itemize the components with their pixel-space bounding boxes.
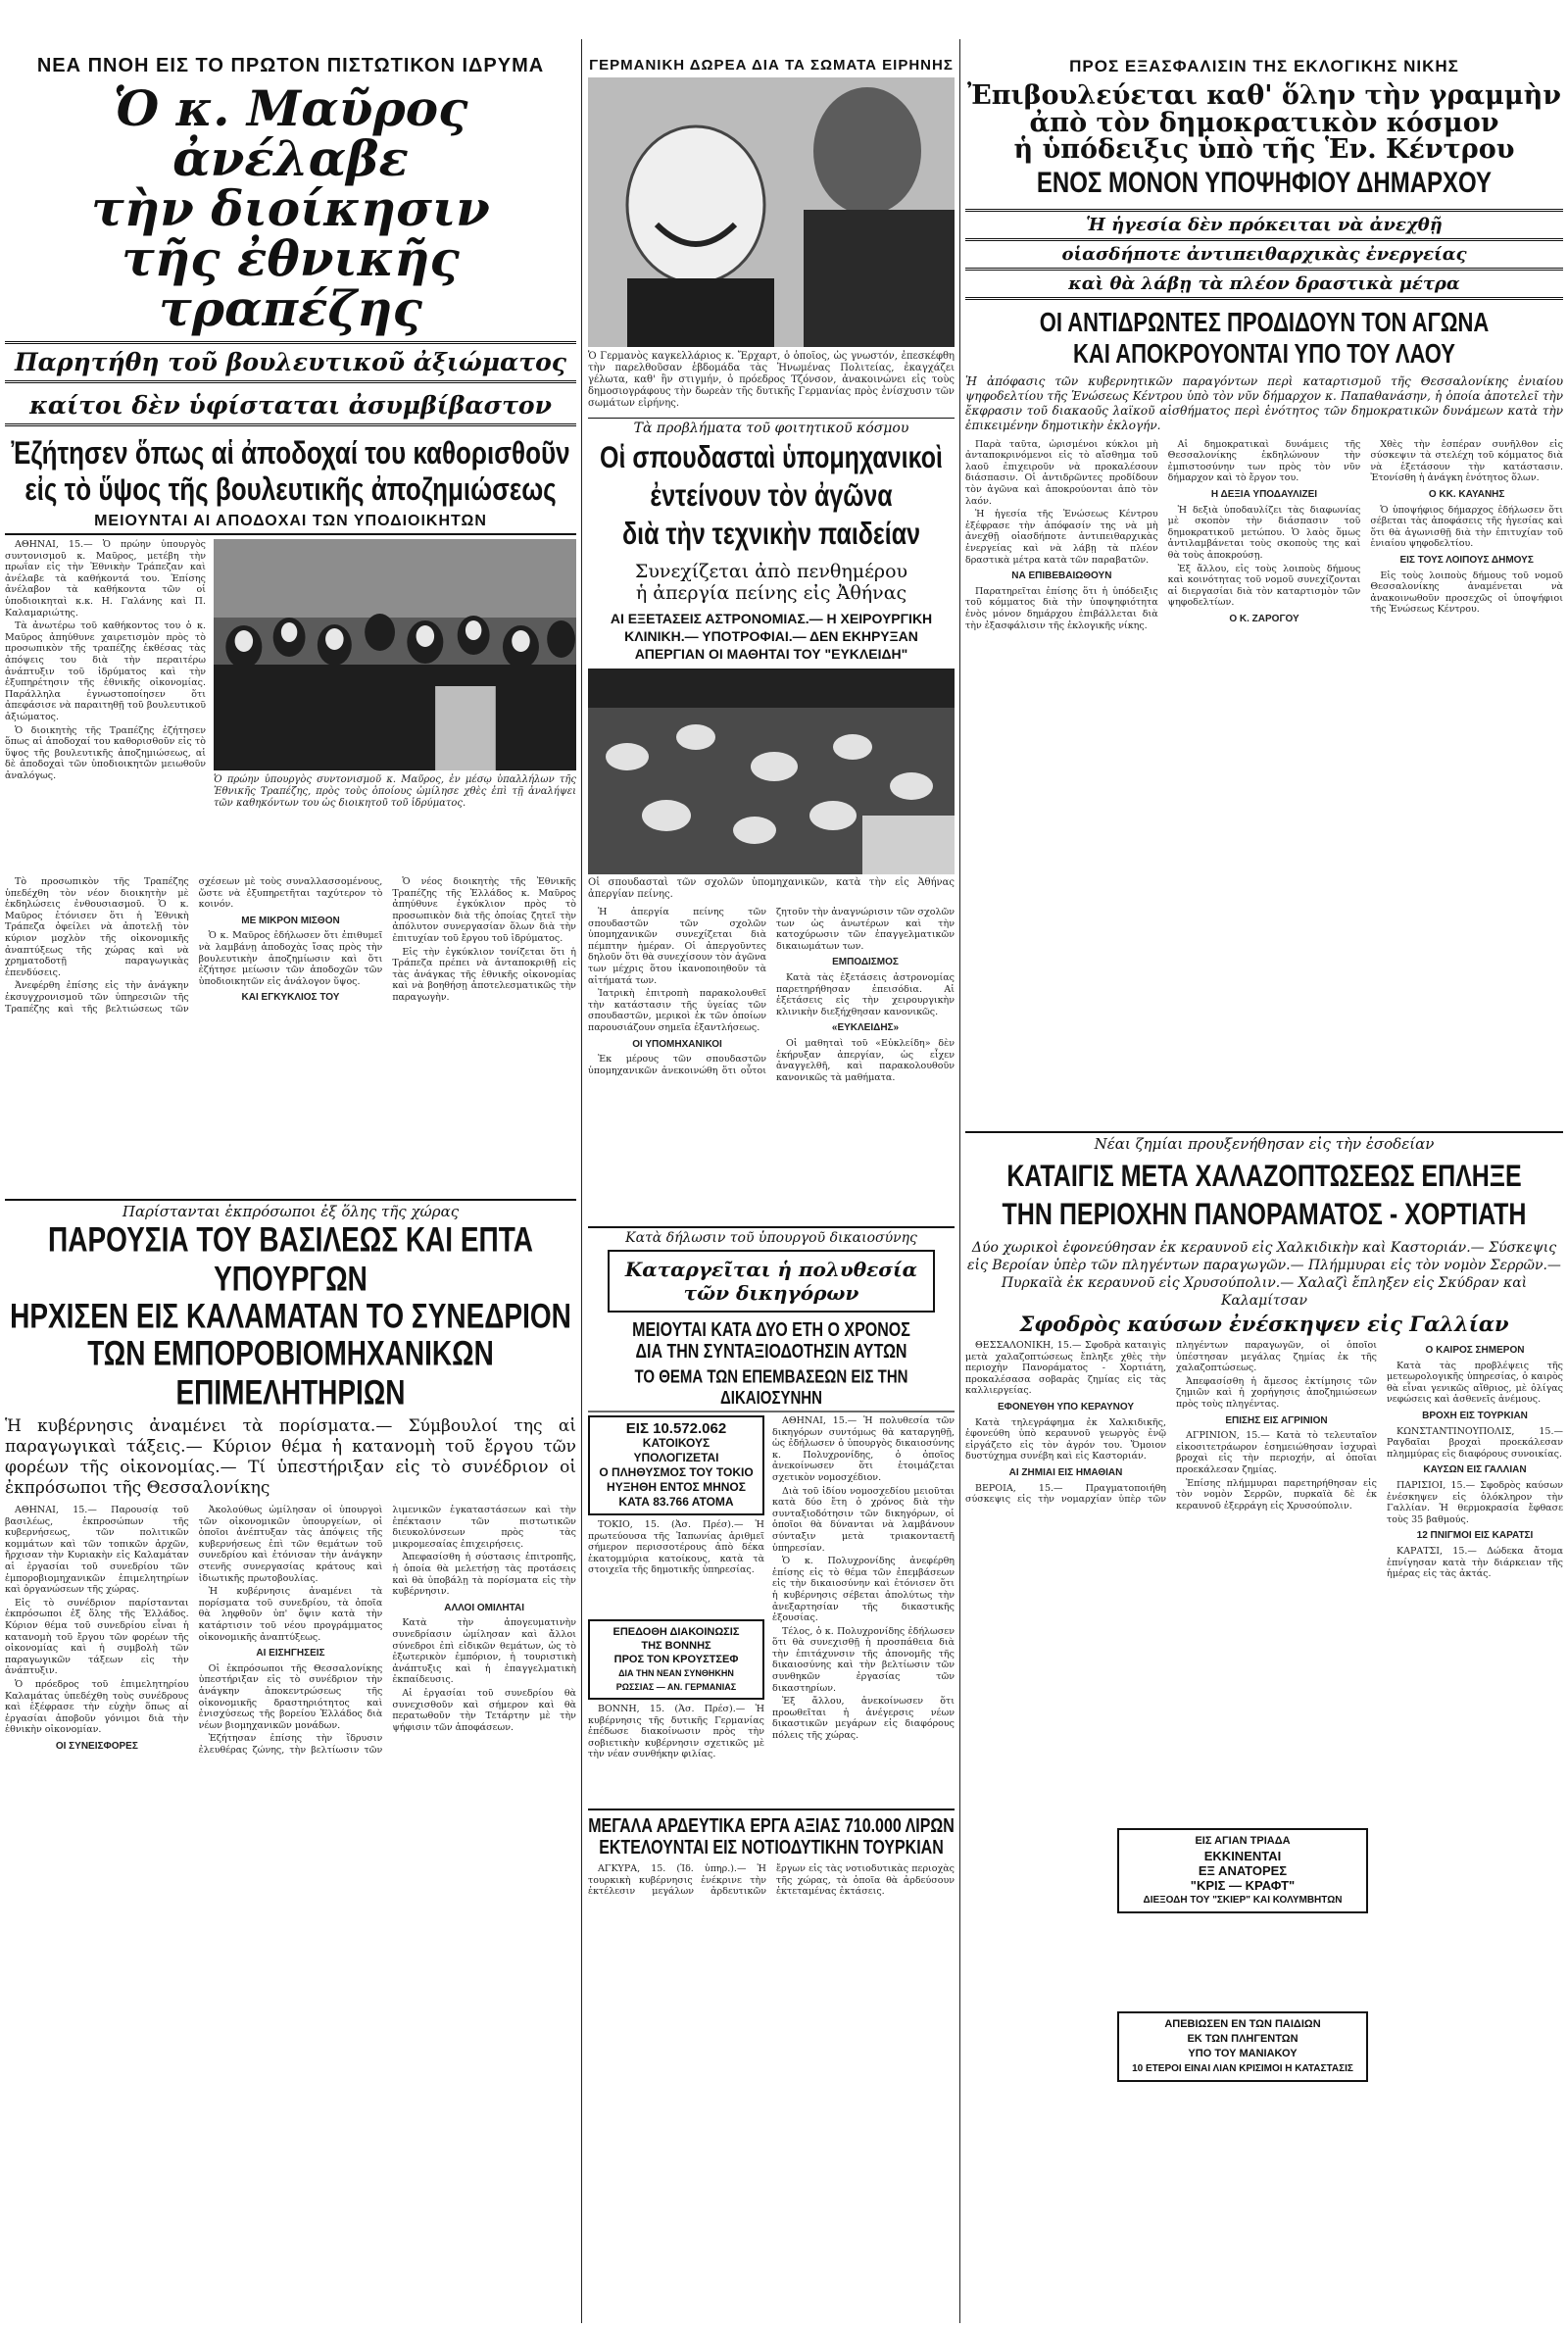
boxes-area [1117,1828,1368,2082]
box-children-line: ΥΠΟ ΤΟΥ ΜΑΝΙΑΚΟΥ [1188,2048,1298,2059]
subhead-right-wing: Η ΔΕΞΙΑ ΥΠΟΔΑΥΛΙΖΕΙ [1210,488,1318,500]
students-caps: ΑΙ ΕΞΕΤΑΣΕΙΣ ΑΣΤΡΟΝΟΜΙΑΣ.— Η ΧΕΙΡΟΥΡΓΙΚΗ ΚΛΙΝΙΚΗ.— ΥΠΟΤΡΟΦΙΑΙ.— ΔΕΝ ΕΚΗΡΥΞΑΝ ΑΠΕΡΓΙΑΝ ΟΙ ΜΑΘΗΤΑΙ ΤΟΥ "ΕΥΚΛΕΙΔΗ" [610,611,933,662]
box-tokyo-line: ΚΑΤΑ 83.766 ΑΤΟΜΑ [618,1495,734,1509]
turkey-headline-2: ΕΚΤΕΛΟΥΝΤΑΙ ΕΙΣ ΝΟΤΙΟΔΥΤΙΚΗΝ ΤΟΥΡΚΙΑΝ [599,1837,944,1858]
election-deck-2: ΚΑΙ ΑΠΟΚΡΟΥΟΝΤΑΙ ΥΠΟ ΤΟΥ ΛΑΟΥ [1073,337,1455,369]
election-lead: Ἡ ἀπόφασις τῶν κυβερνητικῶν παραγόντων περὶ καταρτισμοῦ τῆς Θεσσαλονίκης ἐνιαίου ψηφοδελτίου τῆς Ἑνώσεως Κέντρου ὑπὸ τὸν νῦν δήμαρχον κ. Παπαθανάσην, ἡ ὁποία ἀποτελεῖ τὴν ἔκφρασιν τοῦ διακαοῦς λαϊκοῦ αἰσθήματος περὶ ἑνότητος τῶν δημοκρατικῶν δυνάμεων κατὰ τὴν ἐπικειμένην δημοτικὴν ἐκλογήν. [965,373,1563,432]
kicker-election: ΠΡΟΣ ΕΞΑΣΦΑΛΙΣΙΝ ΤΗΣ ΕΚΛΟΓΙΚΗΣ ΝΙΚΗΣ [1069,57,1459,75]
column-rule [959,39,960,2323]
photo-portrait-graphic [588,77,955,347]
subhead-imathia: ΑΙ ΖΗΜΙΑΙ ΕΙΣ ΗΜΑΘΙΑΝ [1008,1466,1123,1478]
election-deck-1: ΟΙ ΑΝΤΙΔΡΩΝΤΕΣ ΠΡΟΔΙΔΟΥΝ ΤΟΝ ΑΓΩΝΑ [1039,306,1490,337]
subhead-kavvanis: Ο ΚΚ. ΚΑΥΑΝΗΣ [1428,488,1505,500]
subhead-obstruction: ΕΜΠΟΔΙΣΜΟΣ [832,957,899,968]
article-kalamata-body [5,1505,576,2250]
box-children [1117,2011,1368,2082]
filler-text: Ἐξ ἄλλου, εἰς τοὺς λοιποὺς δήμους καὶ κοινότητας τοῦ νομοῦ συνεχίζονται αἱ διεργασίαι διὰ τὸν καταρτισμὸν τῶν ψηφοδελτίων. [1167,563,1361,609]
photo-mavros-staff [214,539,576,770]
subhead-proposals: ΑΙ ΕΙΣΗΓΗΣΕΙΣ [256,1648,325,1660]
box-tokyo-line: ΕΙΣ 10.572.062 [625,1420,727,1437]
headline-line-3: τῆς ἐθνικῆς τραπέζης [122,229,460,337]
photo-caption-mavros: Ὁ πρώην ὑπουργὸς συντονισμοῦ κ. Μαῦρος, ἐν μέσῳ ὑπαλλήλων τῆς Ἐθνικῆς Τραπέζης, πρὸς τοὺς ὁποίους ὡμίλησε χθὲς ἐπὶ τῇ ἀναλήψει τῶν καθηκόντων του ὡς διοικητοῦ τοῦ ἱδρύματος. [214,774,576,809]
subhead-other-speakers: ΑΛΛΟΙ ΟΜΙΛΗΤΑΙ [444,1602,525,1613]
headline-lawyers: Καταργεῖται ἡ πολυθεσία τῶν δικηγόρων [608,1250,935,1313]
column-rule [581,39,582,2323]
filler-text: ΤΟΚΙΟ, 15. (Ἀσ. Πρέσ).— Ἡ πρωτεύουσα τῆς Ἰαπωνίας ἀριθμεῖ σήμερον περισσοτέρους ἀπὸ δέκα ἑκατομμύρια κατοίκους, κατὰ τὰ στοιχεῖα τῆς δημοτικῆς ὑπηρεσίας. [588,1519,764,1576]
box-bonn-line: ΠΡΟΣ ΤΟΝ ΚΡΟΥΣΤΣΕΦ [613,1654,739,1665]
box-triada-line: "ΚΡΙΣ — ΚΡΑΦΤ" [1190,1878,1296,1893]
subhead-eukleidis: «ΕΥΚΛΕΙΔΗΣ» [831,1022,900,1034]
filler-text: Διὰ τοῦ ἰδίου νομοσχεδίου μειοῦται κατὰ δύο ἔτη ὁ χρόνος διὰ τὴν συνταξιοδότησιν τῶν δικηγόρων, οἱ ὁποῖοι θὰ δύνανται νὰ λαμβάνουν σύνταξιν μετὰ τριακονταετῆ ὑπηρεσίαν. [772,1485,955,1554]
article-bonn [588,1704,764,1772]
box-triada-line: ΔΙΕΞΟΔΗ ΤΟΥ "ΣΚΙΕΡ" ΚΑΙ ΚΟΛΥΜΒΗΤΩΝ [1143,1895,1343,1906]
students-headline-3: διὰ τὴν τεχνικὴν παιδείαν [621,517,921,552]
box-bonn-line: ΤΗΣ ΒΟΝΝΗΣ [641,1640,711,1652]
box-children-line: ΕΚ ΤΩΝ ΠΛΗΓΕΝΤΩΝ [1187,2033,1298,2045]
filler-text: Τὰ ἀνωτέρω τοῦ καθήκοντος του ὁ κ. Μαῦρος ἀπηύθυνε χαιρετισμὸν πρὸς τὸ προσωπικὸν τῆς τραπέζης ἐκθέσας τὰς ἀπόψεις του διὰ τὴν περαιτέρω ἀνάπτυξιν τοῦ ἱδρύματος καὶ τὴν ἐξυπηρέτησιν τῆς ἐθνικῆς οἰκονομίας. Παράλληλα ἐγνωστοποίησεν ὅτι ἀπεφάσισε νὰ παραιτηθῇ τοῦ βουλευτικοῦ ἀξιώματος. [5,620,206,722]
election-sub-1: Ἡ ἡγεσία δὲν πρόκειται νὰ ἀνεχθῇ [965,209,1563,241]
box-children-line: 10 ΕΤΕΡΟΙ ΕΙΝΑΙ ΛΙΑΝ ΚΡΙΣΙΜΟΙ Η ΚΑΤΑΣΤΑΣΙΣ [1132,2063,1353,2074]
subhead-contributions: ΟΙ ΣΥΝΕΙΣΦΟΡΕΣ [55,1740,138,1752]
photo-crowd-graphic [214,539,576,770]
filler-text: Αἱ ἐργασίαι τοῦ συνεδρίου θὰ συνεχισθοῦν καὶ σήμερον καὶ θὰ περατωθοῦν τὴν Τετάρτην μὲ τὴν ψήφισιν τῶν ἀποφάσεων. [392,1687,576,1733]
subhead-france-heat: ΚΑΥΣΩΝ ΕΙΣ ΓΑΛΛΙΑΝ [1423,1464,1527,1476]
filler-text: Οἱ ἐκπρόσωποι τῆς Θεσσαλονίκης ὑπεστήριξαν εἰς τὸ συνέδριον τὴν ἀνάγκην ἀποκεντρώσεως τῆς οἰκονομικῆς δραστηριότητος καὶ ἐνισχύσεως τῆς βορείου Ἑλλάδος διὰ νέων βιομηχανικῶν μονάδων. [198,1662,383,1731]
filler-text: ΒΟΝΝΗ, 15. (Ἀσ. Πρέσ).— Ἡ κυβέρνησις τῆς δυτικῆς Γερμανίας ἐπέδωσε διακοίνωσιν πρὸς τὴν σοβιετικὴν κυβέρνησιν σχετικῶς μὲ τὴν νέαν συνθήκην φιλίας. [588,1704,764,1760]
filler-text: Εἰς τὴν ἐγκύκλιον τονίζεται ὅτι ἡ Τράπεζα πρέπει νὰ ἀνταποκριθῇ εἰς τὰς ἀνάγκας τῆς ἐθνικῆς οἰκονομίας καὶ νὰ βοηθήσῃ ἀποτελεσματικῶς τὴν παραγωγὴν. [392,946,576,1003]
storm-headline-1: ΚΑΤΑΙΓΙΣ ΜΕΤΑ ΧΑΛΑΖΟΠΤΩΣΕΩΣ ΕΠΛΗΞΕ [1006,1158,1522,1193]
box-tokyo-line: ΗΥΞΗΘΗ ΕΝΤΟΣ ΜΗΝΟΣ [607,1480,746,1494]
filler-text: Ἡ ἀπεργία πείνης τῶν σπουδαστῶν τῶν σχολῶν ὑπομηχανικῶν συνεχίζεται διὰ πέμπτην ἡμέραν. Οἱ ἀπεργοῦντες δηλοῦν ὅτι θὰ συνεχίσουν τὸν ἀγῶνα των μέχρις ὅτου ἱκανοποιηθοῦν τὰ αἰτήματά των. [588,907,766,986]
students-deck-2: ἡ ἀπεργία πείνης εἰς Ἀθήνας [635,582,907,604]
filler-text: ΚΩΝΣΤΑΝΤΙΝΟΥΠΟΛΙΣ, 15.— Ραγδαῖαι βροχαὶ προεκάλεσαν πλημμύρας εἰς διαφόρους συνοικίας. [1387,1425,1563,1460]
kicker-mavros: ΝΕΑ ΠΝΟΗ ΕΙΣ ΤΟ ΠΡΩΤΟΝ ΠΙΣΤΩΤΙΚΟΝ ΙΔΡΥΜΑ [36,55,545,76]
filler-text: Κατὰ τηλεγράφημα ἐκ Χαλκιδικῆς, ἐφονεύθη ὑπὸ κεραυνοῦ γεωργὸς ἐνῷ εἰργάζετο εἰς τὸν ἀγρόν του. Ὅμοιον δυστύχημα συνέβη καὶ εἰς Καστοριάν. [965,1416,1166,1462]
section-deputies: ΜΕΙΟΥΝΤΑΙ ΑΙ ΑΠΟΔΟΧΑΙ ΤΩΝ ΥΠΟΔΙΟΙΚΗΤΩΝ [5,513,576,535]
column-left [5,39,576,2323]
filler-text: Ἀπεφασίσθη ἡ σύστασις ἐπιτροπῆς, ἡ ὁποία θὰ μελετήσῃ τὰς προτάσεις καὶ θὰ ὑποβάλῃ τὰ πορίσματα εἰς τὴν κυβέρνησιν. [392,1552,576,1598]
kicker-german-gift: ΓΕΡΜΑΝΙΚΗ ΔΩΡΕΑ ΔΙΑ ΤΑ ΣΩΜΑΤΑ ΕΙΡΗΝΗΣ [589,57,954,74]
subhead-karachi: 12 ΠΝΙΓΜΟΙ ΕΙΣ ΚΑΡΑΤΣΙ [1416,1530,1534,1542]
photo-caption-erhard: Ὁ Γερμανὸς καγκελλάριος κ. Ἔρχαρτ, ὁ ὁποῖος, ὡς γνωστόν, ἐπεσκέφθη τὴν παρελθοῦσαν ἑβδομάδα τὰς Ἡνωμένας Πολιτείας, ἐκαγχάζει γέλωτα, καθ' ἣν στιγμήν, ὁ πρόεδρος Τζόνσον, ἀνακοινώνει εἰς τοὺς δημοσιογράφους τὴν δωρεὰν τῆς δυτικῆς Γερμανίας πρὸς ἐνίσχυσιν τῶν σωμάτων εἰρήνης. [588,351,955,409]
note-storm-damage: Νέαι ζημίαι προυξενήθησαν εἰς τὴν ἐσοδείαν [1094,1134,1435,1153]
article-weather [1387,1340,1563,2095]
filler-text: Ὁ ὑποψήφιος δήμαρχος ἐδήλωσεν ὅτι σέβεται τὰς ἀποφάσεις τῆς ἡγεσίας καὶ ὅτι θὰ ἀγωνισθῇ διὰ τὴν ἐπιτυχίαν τοῦ ἑνιαίου ψηφοδελτίου. [1370,504,1563,550]
subhead-resignation: Παρητήθη τοῦ βουλευτικοῦ ἀξιώματος [5,341,576,383]
subhead-confirm: ΝΑ ΕΠΙΒΕΒΑΙΩΘΟΥΝ [1011,570,1112,582]
filler-text: Κατὰ τὰς προβλέψεις τῆς μετεωρολογικῆς ὑπηρεσίας, ὁ καιρὸς θὰ εἶναι γενικῶς αἴθριος, μὲ ὀλίγας νεφώσεις καὶ ἀσθενεῖς ἀνέμους. [1387,1360,1563,1406]
box-tokyo-line: Ο ΠΛΗΘΥΣΜΟΣ ΤΟΥ ΤΟΚΙΟ [599,1465,754,1479]
filler-text: Ἀνεφέρθη ἐπίσης εἰς τὴν ἀνάγκην ἐκσυγχρονισμοῦ τῶν ὑπηρεσιῶν τῆς Τραπέζης καὶ τῆς βελτιώσεως τῶν σχέσεων μὲ τοὺς συναλλασσομένους, ὥστε νὰ ἐξυπηρετῆται ταχύτερον τὸ κοινόν. [5,876,383,1015]
filler-text: Ἡ ἡγεσία τῆς Ἑνώσεως Κέντρου ἐξέφρασε τὴν ἀπόφασίν της νὰ μὴ ἀνεχθῇ οἱασδήποτε ἀντιπειθαρχικὰς ἐνεργείας καὶ νὰ λάβῃ τὰ πλέον δραστικὰ μέτρα κατὰ τῶν παραβατῶν. [965,509,1158,566]
column-right [965,39,1563,2323]
subhead-agrinio: ΕΠΙΣΗΣ ΕΙΣ ΑΓΡΙΝΙΟΝ [1225,1414,1328,1426]
filler-text: ΑΘΗΝΑΙ, 15.— Παρουσίᾳ τοῦ βασιλέως, ἐκπροσώπων τῆς κυβερνήσεως, τῶν πολιτικῶν κομμάτων καὶ τῶν τοπικῶν ἀρχῶν, ἤρχισαν τὴν Κυριακὴν εἰς Καλαμάταν αἱ ἐργασίαι τοῦ συνεδρίου τῶν ἐμποροβιομηχανικῶν ἐπιμελητηρίων καὶ ὀργανώσεων τῆς χώρας. [5,1505,189,1596]
lawyers-sub-2: ΔΙΑ ΤΗΝ ΣΥΝΤΑΞΙΟΔΟΤΗΣΙΝ ΑΥΤΩΝ [635,1341,907,1363]
filler-text: Ὁ πρόεδρος τοῦ ἐπιμελητηρίου Καλαμάτας ὑπεδέχθη τοὺς συνέδρους καὶ ἐξέφρασε τὴν εὐχὴν ὅπως αἱ ἐργασίαι ἀποβοῦν γόνιμοι διὰ τὴν ἐθνικὴν οἰκονομίαν. [5,1678,189,1736]
filler-text: Ἐζήτησαν ἐπίσης τὴν ἵδρυσιν ἐλευθέρας ζώνης, τὴν βελτίωσιν τῶν λιμενικῶν ἐγκαταστάσεων καὶ τὴν ἐπέκτασιν τῶν πιστωτικῶν διευκολύνσεων πρὸς τὰς μικρομεσαίας ἐπιχειρήσεις. [198,1505,576,1756]
filler-text: Ὁ νέος διοικητὴς τῆς Ἐθνικῆς Τραπέζης τῆς Ἑλλάδος κ. Μαῦρος ἀπηύθυνε ἐγκύκλιον πρὸς τὸ προσωπικὸν διὰ τῆς ὁποίας ζητεῖ τὴν ἀπόλυτον συνεργασίαν ὅλων διὰ τὴν ἐπιτυχίαν τοῦ ἔργου τοῦ ἱδρύματος. [392,876,576,944]
filler-text: Εἰς τοὺς λοιποὺς δήμους τοῦ νομοῦ Θεσσαλονίκης ἀναμένεται νὰ ἀνακοινωθοῦν προσεχῶς οἱ ὑποψήφιοι τῆς Ἑνώσεως Κέντρου. [1370,570,1563,616]
box-tokyo [588,1415,764,1515]
deck-line-2: εἰς τὸ ὕψος τῆς βουλευτικῆς ἀποζημιώσεως [24,471,557,508]
article-election-body [965,439,1563,1125]
storm-headline-2: ΤΗΝ ΠΕΡΙΟΧΗΝ ΠΑΝΟΡΑΜΑΤΟΣ - ΧΟΡΤΙΑΤΗ [1002,1196,1527,1231]
filler-text: ΑΓΚΥΡΑ, 15. (Ἰδ. ὑπηρ.).— Ἡ τουρκικὴ κυβέρνησις ἐνέκρινε τὴν ἐκτέλεσιν μεγάλων ἀρδευτικῶν ἔργων εἰς τὰς νοτιοδυτικὰς περιοχὰς τῆς χώρας, τὰ ὁποῖα θὰ ἀρδεύσουν ἐκτεταμένας ἐκτάσεις. [588,1863,955,1898]
dateline-paragraph: ΑΘΗΝΑΙ, 15.— Ὁ πρώην ὑπουργὸς συντονισμοῦ κ. Μαῦρος, μετέβη τὴν πρωΐαν εἰς τὴν Ἐθνικὴν Τράπεζαν καὶ ἀνέλαβε τὰ καθήκοντά του. Ἐπίσης ἀνέλαβον τὰ καθήκοντα τῶν οἱ ὑποδιοικηταὶ κ.κ. Η. Γαλάνης καὶ Π. Καλαμαριώτης. [5,539,206,619]
subhead-other-municipalities: ΕΙΣ ΤΟΥΣ ΛΟΙΠΟΥΣ ΔΗΜΟΥΣ [1399,554,1534,566]
turkey-headline-1: ΜΕΓΑΛΑ ΑΡΔΕΥΤΙΚΑ ΕΡΓΑ ΑΞΙΑΣ 710.000 ΛΙΡΩΝ [588,1815,955,1837]
filler-text: Παρατηρεῖται ἐπίσης ὅτι ἡ ὑπόδειξις τοῦ κόμματος διὰ τὴν ὑποψηφιότητα ἑνὸς μόνον δημάρχου ἐπιβάλλεται διὰ τὴν ἐξασφάλισιν τῆς ἐκλογικῆς νίκης. [965,585,1158,631]
subhead-circular: ΚΑΙ ΕΓΚΥΚΛΙΟΣ ΤΟΥ [241,992,340,1004]
box-tokyo-line: ΥΠΟΛΟΓΙΖΕΤΑΙ [633,1451,719,1464]
heatwave-headline: Σφοδρὸς καύσων ἐνέσκηψεν εἰς Γαλλίαν [1019,1311,1509,1336]
students-headline-1: Οἱ σπουδασταὶ ὑπομηχανικοὶ [600,440,943,475]
subhead-incompatible: καίτοι δὲν ὑφίσταται ἀσυμβίβαστον [5,387,576,426]
photo-caption-strike: Οἱ σπουδασταὶ τῶν σχολῶν ὑπομηχανικῶν, κατὰ τὴν εἰς Ἀθήνας ἀπεργίαν πείνης. [588,877,955,900]
article-mavros-body [5,876,576,1195]
election-sub-2: οἱασδήποτε ἀντιπειθαρχικὰς ἐνεργείας [965,241,1563,271]
big-headline-line-3: ΤΩΝ ΕΜΠΟΡΟΒΙΟΜΗΧΑΝΙΚΩΝ ΕΠΙΜΕΛΗΤΗΡΙΩΝ [87,1334,494,1412]
filler-text: Τὸ προσωπικὸν τῆς Τραπέζης ὑπεδέχθη τὸν νέον διοικητὴν μὲ ἐκδηλώσεις ἐνθουσιασμοῦ. Ὁ κ. Μαῦρος ἐτόνισεν ὅτι ἡ Ἐθνικὴ Τράπεζα ὀφείλει νὰ ἀποτελῇ τὸν κύριον μοχλὸν τῆς οἰκονομικῆς ἀναπτύξεως τῆς χώρας καὶ νὰ χρηματοδοτῇ παραγωγικὰς ἐπενδύσεις. [5,876,189,978]
deck-line-1: Ἐζήτησεν ὅπως αἱ ἀποδοχαί του καθορισθοῦν [11,434,570,471]
filler-text: Ἐξ ἄλλου, ἀνεκοίνωσεν ὅτι προωθεῖται ἡ ἀνέγερσις νέων δικαστικῶν μεγάρων εἰς διαφόρους πόλεις τῆς χώρας. [772,1696,955,1742]
filler-text: Ὁ κ. Μαῦρος ἐδήλωσεν ὅτι ἐπιθυμεῖ νὰ λαμβάνῃ ἀποδοχὰς ἴσας πρὸς τὴν βουλευτικὴν ἀποζημίωσιν καὶ ὅτι ἐζήτησε μείωσιν τῶν ἀποδοχῶν τῶν ὑποδιοικητῶν εἰς ἀνάλογον ὕψος. [198,930,383,987]
election-headline-2: ἀπὸ τὸν δημοκρατικὸν κόσμον [1029,107,1499,138]
headline-line-2: τὴν διοίκησιν [91,179,490,237]
filler-text: Εἰς τὸ συνέδριον παρίστανται ἐκπρόσωποι ἐξ ὅλης τῆς Ἑλλάδος. Κύριον θέμα τοῦ συνεδρίου εἶναι ἡ κατανομὴ τοῦ ἔργου τῶν φορέων τῆς οἰκονομίας καὶ ἡ συμβολὴ τῶν παραγωγικῶν τάξεων εἰς τὴν ἀνάπτυξιν. [5,1597,189,1677]
filler-text: Ὁ κ. Πολυχρονίδης ἀνεφέρθη ἐπίσης εἰς τὸ θέμα τῶν ἐπεμβάσεων εἰς τὴν δικαιοσύνην καὶ ἐτόνισεν ὅτι ἡ κυβέρνησις σέβεται ἀπολύτως τὴν ἀνεξαρτησίαν τῆς δικαστικῆς ἐξουσίας. [772,1556,955,1624]
box-bonn-line: ΕΠΕΔΟΘΗ ΔΙΑΚΟΙΝΩΣΙΣ [612,1626,740,1638]
subhead-small-salary: ΜΕ ΜΙΚΡΟΝ ΜΙΣΘΟΝ [241,915,340,926]
box-bonn [588,1619,764,1700]
box-bonn-line: ΔΙΑ ΤΗΝ ΝΕΑΝ ΣΥΝΘΗΚΗΝ [618,1668,734,1678]
section-students: Τὰ προβλήματα τοῦ φοιτητικοῦ κόσμου [633,421,909,436]
filler-text: Οἱ μαθηταὶ τοῦ «Εὐκλείδη» δὲν ἐκήρυξαν ἀπεργίαν, ὡς εἶχεν ἀναγγελθῆ, καὶ παρακολουθοῦν κανονικῶς τὰ μαθήματα. [776,1037,955,1083]
box-triada-line: ΕΞ ΑΝΑΤΟΡΕΣ [1198,1863,1288,1878]
election-headline-3: ἡ ὑπόδειξις ὑπὸ τῆς Ἑν. Κέντρου [1013,134,1515,166]
filler-text: Ἰατρικὴ ἐπιτροπὴ παρακολουθεῖ τὴν κατάστασιν τῆς ὑγείας τῶν σπουδαστῶν, μερικοὶ ἐκ τῶν ὁποίων παρουσιάζουν σημεῖα ἐξαντλήσεως. [588,988,766,1033]
filler-text: Ἐκ μέρους τῶν σπουδαστῶν ὑπομηχανικῶν ἀνεκοινώθη ὅτι οὗτοι ζητοῦν τὴν ἀναγνώρισιν τῶν σχολῶν των ὡς ἀνωτέρων καὶ τὴν κατοχύρωσιν τῶν ἐπαγγελματικῶν δικαιωμάτων των. [588,907,955,1076]
filler-text: Ἡ κυβέρνησις ἀναμένει τὰ πορίσματα τοῦ συνεδρίου, τὰ ὁποῖα θὰ ληφθοῦν ὑπ' ὄψιν κατὰ τὴν κατάρτισιν τοῦ νέου προγράμματος οἰκονομικῆς ἀναπτύξεως. [198,1586,383,1643]
subhead-engineers: ΟΙ ΥΠΟΜΗΧΑΝΙΚΟΙ [632,1038,722,1050]
filler-text: ΠΑΡΙΣΙΟΙ, 15.— Σφοδρὸς καύσων ἐνέσκηψεν εἰς ὁλόκληρον τὴν Γαλλίαν. Ἡ θερμοκρασία ἔφθασε τοὺς 35 βαθμούς. [1387,1479,1563,1525]
box-triada-line: ΕΙΣ ΑΓΙΑΝ ΤΡΙΑΔΑ [1195,1835,1291,1847]
column-middle [588,39,955,2323]
article-turkey [588,1863,955,1922]
lawyers-sub-3: ΤΟ ΘΕΜΑ ΤΩΝ ΕΠΕΜΒΑΣΕΩΝ ΕΙΣ ΤΗΝ ΔΙΚΑΙΟΣΥΝΗΝ [588,1366,955,1412]
filler-text: Ἡ δεξιὰ ὑποδαυλίζει τὰς διαφωνίας μὲ σκοπὸν τὴν διάσπασιν τοῦ δημοκρατικοῦ μετώπου. Ὁ λαὸς ὅμως ἀντιλαμβάνεται τοὺς σκοποὺς της καὶ θὰ τοὺς ἀποκρούσῃ. [1167,504,1361,561]
article-justice [772,1415,955,1803]
article-dateline [5,539,206,870]
filler-text: Ἀκολούθως ὡμίλησαν οἱ ὑπουργοὶ τῶν οἰκονομικῶν ὑπουργείων, οἱ ὁποῖοι ἀνέπτυξαν τὰς ἀπόψεις τῆς κυβερνήσεως ἐπὶ τῶν θεμάτων τοῦ συνεδρίου καὶ ἐτόνισαν τὴν ἀνάγκην στενῆς συνεργασίας κράτους καὶ ἰδιωτικῆς πρωτοβουλίας. [198,1505,383,1584]
photo-erhard-johnson [588,77,955,347]
lawyers-sub-1: ΜΕΙΟΥΤΑΙ ΚΑΤΑ ΔΥΟ ΕΤΗ Ο ΧΡΟΝΟΣ [632,1319,910,1341]
article-tokyo [588,1519,764,1615]
storm-lead: Δύο χωρικοὶ ἐφονεύθησαν ἐκ κεραυνοῦ εἰς Χαλκιδικὴν καὶ Καστοριάν.— Σύσκεψις εἰς Βεροίαν ὑπὲρ τῶν πληγέντων παραγωγῶν.— Πλήμμυραι εἰς τὸν νομὸν Σερρῶν.— Πυρκαϊὰ ἐκ κεραυνοῦ εἰς Χρυσούπολιν.— Χαλαζὶ ἔπληξεν εἰς Σκύδραν καὶ Καλαμίτσαν [967,1239,1561,1309]
filler-text: Ἐπίσης πλήμμυραι παρετηρήθησαν εἰς τὸν νομὸν Σερρῶν, πυρκαϊὰ δὲ ἐκ κεραυνοῦ ἐξερράγη εἰς Χρυσούπολιν. [1176,1477,1377,1511]
filler-text: ΒΕΡΟΙΑ, 15.— Πραγματοποιήθη σύσκεψις εἰς τὴν νομαρχίαν ὑπὲρ τῶν πληγέντων παραγωγῶν, οἱ ὁποῖοι ὑπέστησαν μεγάλας ζημίας ἐκ τῆς χαλαζοπτώσεως. [965,1340,1377,1506]
filler-text: ΚΑΡΑΤΣΙ, 15.— Δώδεκα ἄτομα ἐπνίγησαν κατὰ τὴν διάρκειαν τῆς ἡμέρας εἰς τὰς ἀκτάς. [1387,1545,1563,1580]
photo-hunger-strike [588,669,955,874]
box-triada-line: ΕΚΚΙΝΕΝΤΑΙ [1203,1849,1282,1863]
election-headline-1: Ἐπιβουλεύεται καθ' ὅλην τὴν γραμμὴν [967,80,1561,111]
election-sub-3: καὶ θὰ λάβῃ τὰ πλέον δραστικὰ μέτρα [965,271,1563,300]
photo-strike-graphic [588,669,955,874]
big-headline-line-2: ΗΡΧΙΣΕΝ ΕΙΣ ΚΑΛΑΜΑΤΑΝ ΤΟ ΣΥΝΕΔΡΙΟΝ [10,1297,571,1335]
box-bonn-line: ΡΩΣΣΙΑΣ — ΑΝ. ΓΕΡΜΑΝΙΑΣ [615,1682,737,1692]
filler-text: Κατὰ τὴν ἀπογευματινὴν συνεδρίασιν ὡμίλησαν καὶ ἄλλοι σύνεδροι ἐπὶ εἰδικῶν θεμάτων, ὡς τὸ ἐξωτερικὸν ἐμπόριον, ἡ τουριστικὴ ἀνάπτυξις καὶ ἡ ἐπαγγελματικὴ ἐκπαίδευσις. [392,1617,576,1686]
filler-text: ΑΘΗΝΑΙ, 15.— Ἡ πολυθεσία τῶν δικηγόρων συντόμως θὰ καταργηθῇ, ὡς ἐδήλωσεν ὁ ὑπουργὸς δικαιοσύνης κ. Πολυχρονίδης, ὁ ὁποῖος ἀνεκοίνωσεν ὅτι ἑτοιμάζεται σχετικὸν νομοσχέδιον. [772,1415,955,1483]
students-deck-1: Συνεχίζεται ἀπὸ πενθημέρου [634,561,908,582]
subhead-zarogou: Ο Κ. ΖΑΡΟΓΟΥ [1229,613,1299,624]
election-headline-4: ΕΝΟΣ ΜΟΝΟΝ ΥΠΟΨΗΦΙΟΥ ΔΗΜΑΡΧΟΥ [1036,166,1493,199]
box-tokyo-line: ΚΑΤΟΙΚΟΥΣ [642,1436,710,1450]
filler-text: Κατὰ τὰς ἐξετάσεις ἀστρονομίας παρετηρήθησαν ἐπεισόδια. Αἱ ἐξετάσεις εἰς τὴν χειρουργικὴν κλινικὴν διεξήχθησαν κανονικῶς. [776,971,955,1017]
filler-text: Χθὲς τὴν ἑσπέραν συνῆλθον εἰς σύσκεψιν τὰ στελέχη τοῦ κόμματος διὰ νὰ ἐξετάσουν τὴν κατάστασιν. Ἐτονίσθη ἡ ἀνάγκη ἑνότητος ὅλων. [1370,438,1563,484]
box-children-line: ΑΠΕΒΙΩΣΕΝ ΕΝ ΤΩΝ ΠΑΙΔΙΩΝ [1164,2018,1321,2030]
subhead-lightning: ΕΦΟΝΕΥΘΗ ΥΠΟ ΚΕΡΑΥΝΟΥ [997,1401,1135,1412]
filler-text: ΘΕΣΣΑΛΟΝΙΚΗ, 15.— Σφοδρὰ καταιγὶς μετὰ χαλαζοπτώσεως ἔπληξε χθὲς τὴν περιοχὴν Πανοράματος - Χορτιάτη, προκαλέσασα σοβαρὰς ζημίας εἰς τὰς καλλιεργείας. [965,1340,1166,1397]
note-justice-minister: Κατὰ δήλωσιν τοῦ ὑπουργοῦ δικαιοσύνης [625,1230,917,1246]
filler-text: ΑΓΡΙΝΙΟΝ, 15.— Κατὰ τὸ τελευταῖον εἰκοσιτετράωρον ἐσημειώθησαν ἰσχυραὶ βροχαὶ εἰς τὴν περιοχήν, αἱ ὁποῖαι προεκάλεσαν ζημίας. [1176,1430,1377,1475]
subhead-weather-today: Ο ΚΑΙΡΟΣ ΣΗΜΕΡΟΝ [1425,1345,1525,1356]
filler-text: Παρὰ ταῦτα, ὡρισμένοι κύκλοι μὴ ἀνταποκρινόμενοι εἰς τὸ αἴσθημα τοῦ λαοῦ ἐπιχειροῦν νὰ προκαλέσουν διάσπασιν. Οἱ ἀντιδρῶντες προδίδουν τὸν ἀγῶνα καὶ ἀποκρούονται ἀπὸ τὸν λαόν. [965,438,1158,507]
filler-text: Τέλος, ὁ κ. Πολυχρονίδης ἐδήλωσεν ὅτι θὰ συνεχισθῇ ἡ προσπάθεια διὰ τὴν ἐπιτάχυνσιν τῆς ἀπονομῆς τῆς δικαιοσύνης καὶ τὴν βελτίωσιν τῶν συνθηκῶν ἐργασίας τῶν δικαστηρίων. [772,1625,955,1694]
article-students-body [588,907,955,1220]
box-holy-trinity [1117,1828,1368,1913]
subhead-turkey-rain: ΒΡΟΧΗ ΕΙΣ ΤΟΥΡΚΙΑΝ [1422,1410,1528,1421]
filler-text: Ἀπεφασίσθη ἡ ἄμεσος ἐκτίμησις τῶν ζημιῶν καὶ ἡ χορήγησις ἀποζημιώσεων πρὸς τοὺς πληγέντας. [1176,1375,1377,1410]
headline-line-1: Ὁ κ. Μαῦρος ἀνέλαβε [113,79,468,187]
filler-text: Ὁ διοικητὴς τῆς Τραπέζης ἐζήτησεν ὅπως αἱ ἀποδοχαί του καθορισθοῦν εἰς τὸ ὕψος τῆς βουλευτικῆς ἀποζημιώσεως, αἱ δὲ ἀποδοχαὶ τῶν ὑποδιοικητῶν μειωθοῦν ἀναλόγως. [5,724,206,781]
filler-text: Αἱ δημοκρατικαὶ δυνάμεις τῆς Θεσσαλονίκης ἐκδηλώνουν τὴν ἐμπιστοσύνην των πρὸς τὸν νῦν δήμαρχον καὶ τὸ ἔργον του. [1167,438,1361,484]
note-representatives: Παρίστανται ἐκπρόσωποι ἐξ ὅλης τῆς χώρας [122,1203,460,1220]
big-headline-line-1: ΠΑΡΟΥΣΙΑ ΤΟΥ ΒΑΣΙΛΕΩΣ ΚΑΙ ΕΠΤΑ ΥΠΟΥΡΓΩΝ [48,1220,533,1298]
students-headline-2: ἐντείνουν τὸν ἀγῶνα [650,478,893,514]
lead-kalamata: Ἡ κυβέρνησις ἀναμένει τὰ πορίσματα.— Σύμβουλοί της αἱ παραγωγικαὶ τάξεις.— Κύριον θέμα ἡ κατανομὴ τοῦ ἔργου τῶν φορέων τῆς οἰκονομίας.— Τί ὑπεστήριξαν εἰς τὸ συνέδριον οἱ ἐκπρόσωποι τῆς Θεσσαλονίκης [5,1416,576,1498]
